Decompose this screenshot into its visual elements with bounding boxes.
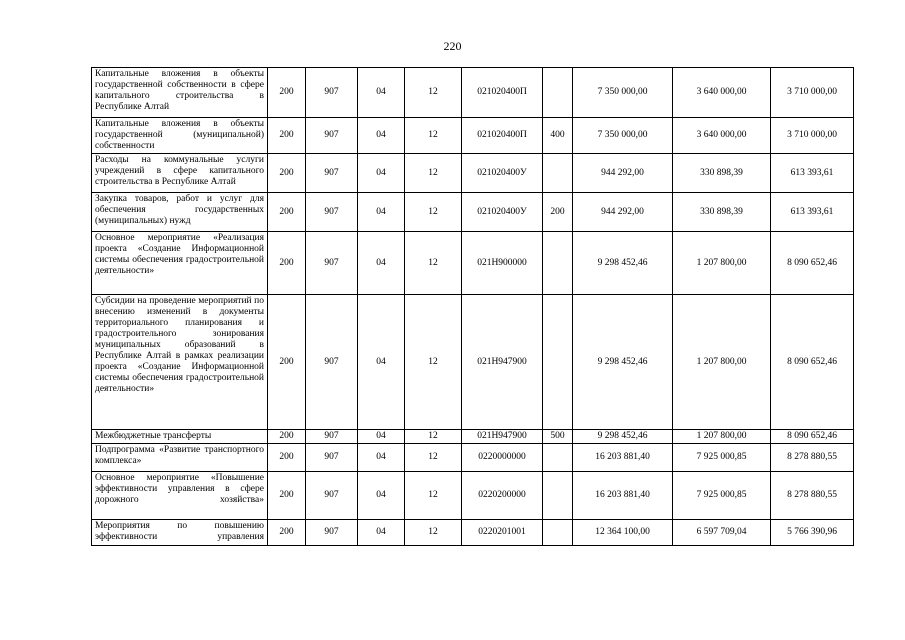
amount-part2-cell: 8 278 880,55 <box>771 472 854 520</box>
amount-total-cell: 7 350 000,00 <box>573 68 673 118</box>
row-name-cell: Мероприятия по повышению эффективности управления <box>92 520 268 546</box>
expense-type-cell: 500 <box>543 430 573 444</box>
expense-type-cell <box>543 232 573 295</box>
section-cell: 04 <box>358 295 405 430</box>
amount-part2-cell: 3 710 000,00 <box>771 68 854 118</box>
table-row <box>92 520 854 546</box>
row-name-cell: Закупка товаров, работ и услуг для обеспечения государственных (муниципальных) нужд <box>92 193 268 232</box>
row-name-cell: Субсидии на проведение мероприятий по внесению изменений в документы территориального планирования и градостроительного зонирования муниципальных образований в Республике Алтай в рамках реализации проекта «Создание Информационной системы обеспечения градостроительной деятельности» <box>92 295 268 430</box>
code-admin-cell: 200 <box>268 154 306 193</box>
row-name-cell: Основное мероприятие «Реализация проекта «Создание Информационной системы обеспечения градостроительной деятельности» <box>92 232 268 295</box>
table-row <box>92 430 854 444</box>
code-admin-cell: 200 <box>268 68 306 118</box>
amount-part1-cell: 7 925 000,85 <box>673 444 771 472</box>
code-ministry-cell: 907 <box>306 68 358 118</box>
subsection-cell: 12 <box>405 520 462 546</box>
expense-type-cell: 400 <box>543 118 573 154</box>
section-cell: 04 <box>358 520 405 546</box>
budget-table <box>91 67 854 546</box>
expense-type-cell <box>543 68 573 118</box>
code-ministry-cell: 907 <box>306 232 358 295</box>
expense-type-cell: 200 <box>543 193 573 232</box>
code-admin-cell: 200 <box>268 295 306 430</box>
code-ministry-cell: 907 <box>306 430 358 444</box>
row-name-cell: Капитальные вложения в объекты государственной собственности в сфере капитального строительства в Республике Алтай <box>92 68 268 118</box>
row-name-cell: Расходы на коммунальные услуги учреждений в сфере капитального строительства в Республике Алтай <box>92 154 268 193</box>
table-body <box>92 68 854 546</box>
amount-total-cell: 944 292,00 <box>573 193 673 232</box>
expense-type-cell <box>543 520 573 546</box>
subsection-cell: 12 <box>405 430 462 444</box>
subsection-cell: 12 <box>405 295 462 430</box>
subsection-cell: 12 <box>405 118 462 154</box>
section-cell: 04 <box>358 444 405 472</box>
subsection-cell: 12 <box>405 232 462 295</box>
code-admin-cell: 200 <box>268 444 306 472</box>
amount-part1-cell: 6 597 709,04 <box>673 520 771 546</box>
table-row <box>92 68 854 118</box>
section-cell: 04 <box>358 232 405 295</box>
code-admin-cell: 200 <box>268 118 306 154</box>
target-article-cell: 021020400У <box>462 193 543 232</box>
table-row <box>92 193 854 232</box>
subsection-cell: 12 <box>405 154 462 193</box>
expense-type-cell <box>543 154 573 193</box>
amount-total-cell: 12 364 100,00 <box>573 520 673 546</box>
code-admin-cell: 200 <box>268 430 306 444</box>
code-admin-cell: 200 <box>268 232 306 295</box>
expense-type-cell <box>543 295 573 430</box>
code-ministry-cell: 907 <box>306 472 358 520</box>
section-cell: 04 <box>358 430 405 444</box>
amount-total-cell: 944 292,00 <box>573 154 673 193</box>
row-name-cell: Основное мероприятие «Повышение эффективности управления в сфере дорожного хозяйства» <box>92 472 268 520</box>
section-cell: 04 <box>358 68 405 118</box>
table-row <box>92 472 854 520</box>
code-admin-cell: 200 <box>268 520 306 546</box>
amount-part2-cell: 8 090 652,46 <box>771 430 854 444</box>
amount-part1-cell: 3 640 000,00 <box>673 68 771 118</box>
target-article-cell: 021H900000 <box>462 232 543 295</box>
target-article-cell: 0220000000 <box>462 444 543 472</box>
code-ministry-cell: 907 <box>306 295 358 430</box>
amount-total-cell: 9 298 452,46 <box>573 232 673 295</box>
amount-part1-cell: 1 207 800,00 <box>673 295 771 430</box>
target-article-cell: 021020400У <box>462 154 543 193</box>
section-cell: 04 <box>358 154 405 193</box>
subsection-cell: 12 <box>405 68 462 118</box>
target-article-cell: 021H947900 <box>462 430 543 444</box>
target-article-cell: 021020400П <box>462 118 543 154</box>
code-ministry-cell: 907 <box>306 444 358 472</box>
amount-part1-cell: 330 898,39 <box>673 193 771 232</box>
table-row <box>92 295 854 430</box>
amount-part2-cell: 8 090 652,46 <box>771 232 854 295</box>
expense-type-cell <box>543 472 573 520</box>
table-row <box>92 154 854 193</box>
amount-part2-cell: 5 766 390,96 <box>771 520 854 546</box>
amount-total-cell: 9 298 452,46 <box>573 295 673 430</box>
amount-part1-cell: 7 925 000,85 <box>673 472 771 520</box>
code-ministry-cell: 907 <box>306 193 358 232</box>
amount-total-cell: 7 350 000,00 <box>573 118 673 154</box>
amount-total-cell: 16 203 881,40 <box>573 472 673 520</box>
amount-part2-cell: 3 710 000,00 <box>771 118 854 154</box>
amount-part1-cell: 330 898,39 <box>673 154 771 193</box>
target-article-cell: 0220200000 <box>462 472 543 520</box>
amount-part1-cell: 3 640 000,00 <box>673 118 771 154</box>
amount-part1-cell: 1 207 800,00 <box>673 430 771 444</box>
row-name-cell: Капитальные вложения в объекты государственной (муниципальной) собственности <box>92 118 268 154</box>
row-name-cell: Межбюджетные трансферты <box>92 430 268 444</box>
table-row <box>92 444 854 472</box>
row-name-cell: Подпрограмма «Развитие транспортного комплекса» <box>92 444 268 472</box>
amount-part2-cell: 8 278 880,55 <box>771 444 854 472</box>
section-cell: 04 <box>358 472 405 520</box>
section-cell: 04 <box>358 193 405 232</box>
section-cell: 04 <box>358 118 405 154</box>
amount-part2-cell: 8 090 652,46 <box>771 295 854 430</box>
subsection-cell: 12 <box>405 193 462 232</box>
code-ministry-cell: 907 <box>306 118 358 154</box>
table-row <box>92 232 854 295</box>
table-row <box>92 118 854 154</box>
amount-part2-cell: 613 393,61 <box>771 154 854 193</box>
target-article-cell: 021020400П <box>462 68 543 118</box>
amount-part2-cell: 613 393,61 <box>771 193 854 232</box>
code-ministry-cell: 907 <box>306 520 358 546</box>
code-admin-cell: 200 <box>268 472 306 520</box>
expense-type-cell <box>543 444 573 472</box>
amount-part1-cell: 1 207 800,00 <box>673 232 771 295</box>
amount-total-cell: 9 298 452,46 <box>573 430 673 444</box>
code-admin-cell: 200 <box>268 193 306 232</box>
target-article-cell: 0220201001 <box>462 520 543 546</box>
subsection-cell: 12 <box>405 472 462 520</box>
subsection-cell: 12 <box>405 444 462 472</box>
code-ministry-cell: 907 <box>306 154 358 193</box>
page-number: 220 <box>443 39 462 53</box>
target-article-cell: 021H947900 <box>462 295 543 430</box>
amount-total-cell: 16 203 881,40 <box>573 444 673 472</box>
